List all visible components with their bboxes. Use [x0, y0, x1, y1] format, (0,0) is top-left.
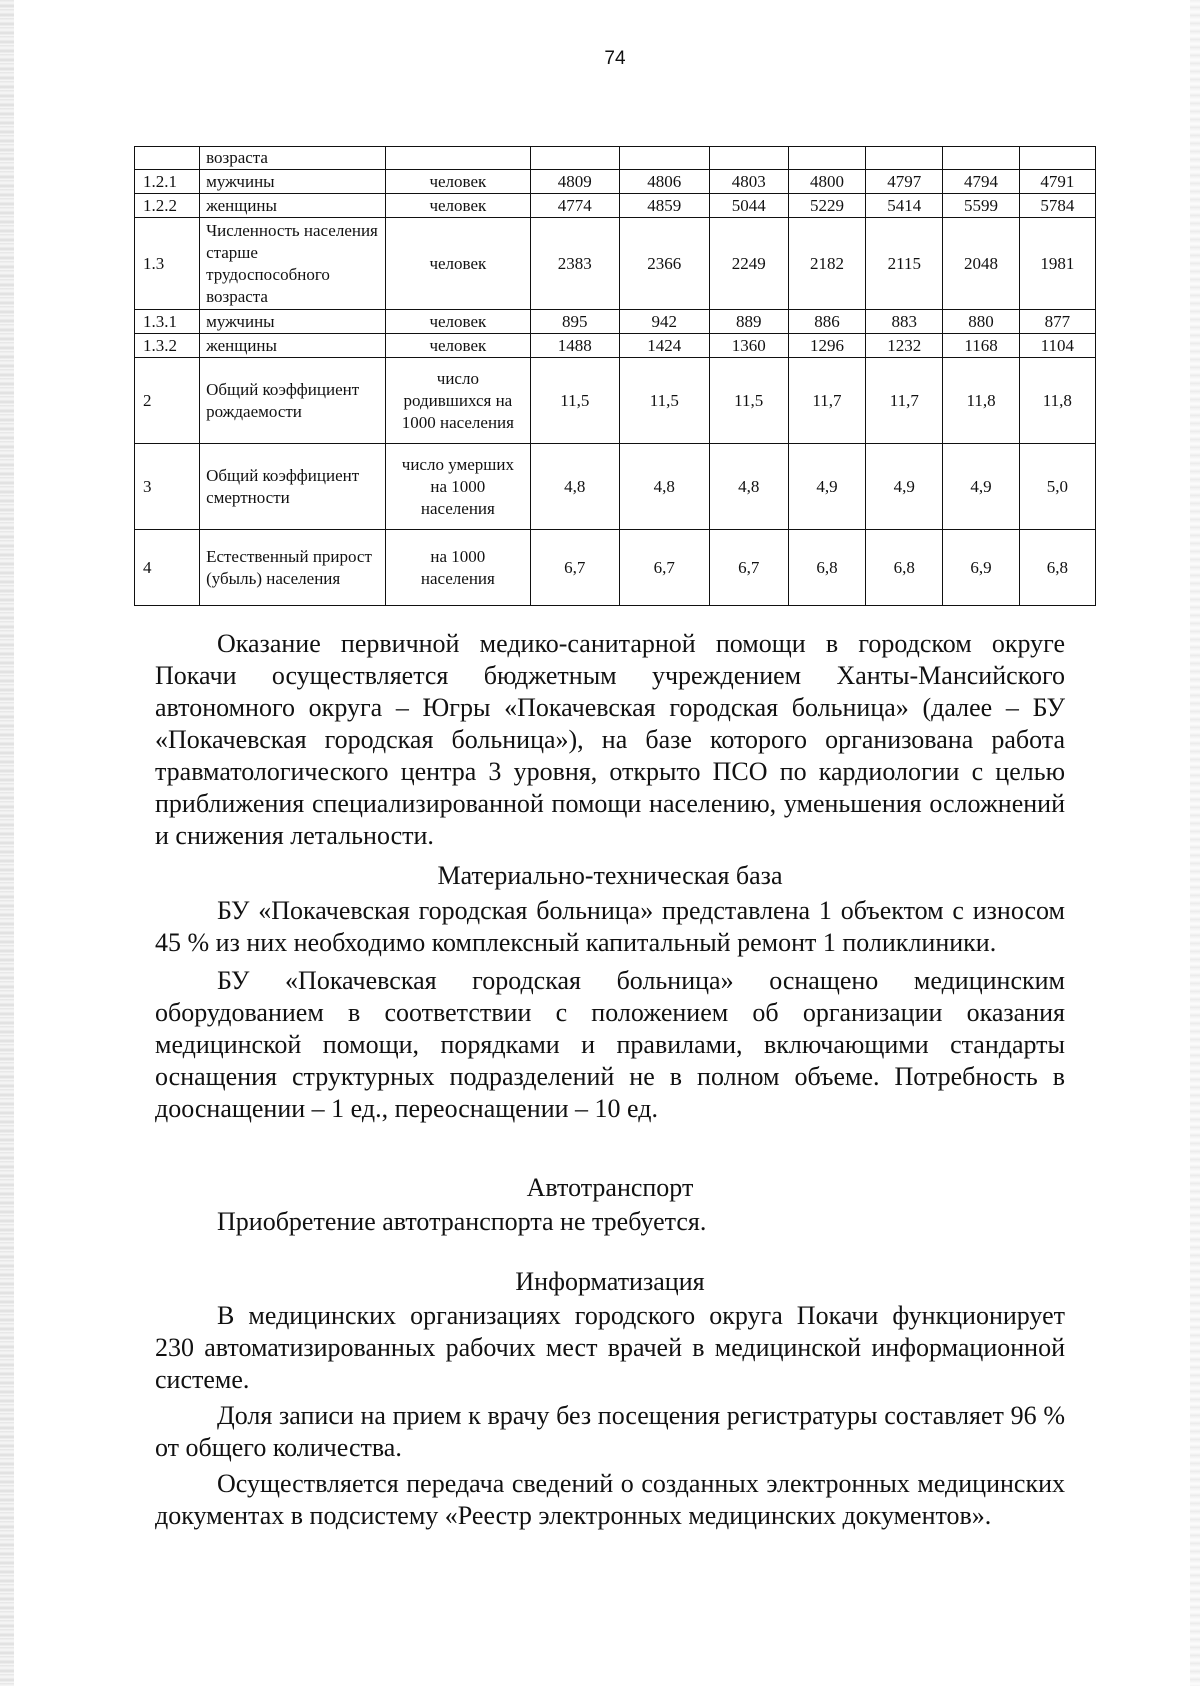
row-unit: человек [386, 310, 530, 334]
row-value: 6,8 [788, 530, 865, 606]
row-value [788, 147, 865, 170]
row-value: 11,5 [709, 358, 788, 444]
row-value: 4774 [530, 194, 619, 218]
row-code: 1.2.1 [135, 170, 200, 194]
table-row [135, 218, 1096, 310]
row-code: 3 [135, 444, 200, 530]
row-code: 1.3.1 [135, 310, 200, 334]
row-value: 6,7 [530, 530, 619, 606]
row-value: 4800 [788, 170, 865, 194]
page-number: 74 [604, 48, 626, 69]
row-value: 1360 [709, 334, 788, 358]
row-value: 4806 [620, 170, 709, 194]
row-value: 4,8 [620, 444, 709, 530]
row-value [709, 147, 788, 170]
row-value: 6,7 [709, 530, 788, 606]
row-value [530, 147, 619, 170]
section-base-text [155, 895, 1065, 1125]
row-value: 1981 [1019, 218, 1095, 310]
table-row [135, 310, 1096, 334]
table-row [135, 147, 1096, 170]
table-row [135, 444, 1096, 530]
row-value: 1488 [530, 334, 619, 358]
it-paragraph-3: Осуществляется передача сведений о созданных электронных медицинских документах в подсистему «Реестр электронных медицинских документов». [155, 1469, 1065, 1530]
row-value: 1104 [1019, 334, 1095, 358]
row-value: 877 [1019, 310, 1095, 334]
row-value: 4794 [943, 170, 1019, 194]
row-value: 4859 [620, 194, 709, 218]
table-row [135, 334, 1096, 358]
row-value: 4,9 [788, 444, 865, 530]
row-value: 1424 [620, 334, 709, 358]
row-value: 2115 [866, 218, 943, 310]
row-value: 886 [788, 310, 865, 334]
row-value: 5599 [943, 194, 1019, 218]
row-value: 6,8 [1019, 530, 1095, 606]
row-value: 11,7 [866, 358, 943, 444]
row-value: 5414 [866, 194, 943, 218]
row-value: 2383 [530, 218, 619, 310]
row-value: 880 [943, 310, 1019, 334]
row-value: 4,9 [866, 444, 943, 530]
it-paragraph-1: В медицинских организациях городского округа Покачи функционирует 230 автоматизированных рабочих мест врачей в медицинской информационной системе. [155, 1301, 1065, 1394]
row-value [620, 147, 709, 170]
row-indicator-name: Численность населения старше трудоспособного возраста [200, 218, 386, 310]
row-unit: человек [386, 170, 530, 194]
intro-text [155, 628, 1065, 852]
row-value: 4,8 [709, 444, 788, 530]
row-value [866, 147, 943, 170]
row-code: 2 [135, 358, 200, 444]
row-value: 4809 [530, 170, 619, 194]
row-indicator-name: мужчины [200, 170, 386, 194]
row-code: 1.3 [135, 218, 200, 310]
row-value: 11,8 [943, 358, 1019, 444]
row-value: 4,9 [943, 444, 1019, 530]
row-unit: на 1000 населения [386, 530, 530, 606]
row-unit: человек [386, 218, 530, 310]
row-unit: человек [386, 194, 530, 218]
row-value: 11,7 [788, 358, 865, 444]
row-value: 11,5 [530, 358, 619, 444]
section-title-transport: Автотранспорт [526, 1173, 694, 1202]
row-value: 11,5 [620, 358, 709, 444]
row-value: 6,8 [866, 530, 943, 606]
row-value: 5,0 [1019, 444, 1095, 530]
row-value: 895 [530, 310, 619, 334]
row-indicator-name: Общий коэффициент рождаемости [200, 358, 386, 444]
row-code [135, 147, 200, 170]
row-value: 4791 [1019, 170, 1095, 194]
row-value: 4797 [866, 170, 943, 194]
row-unit: число умерших на 1000 населения [386, 444, 530, 530]
row-value: 5229 [788, 194, 865, 218]
row-indicator-name: женщины [200, 334, 386, 358]
row-value: 889 [709, 310, 788, 334]
row-value: 11,8 [1019, 358, 1095, 444]
row-value: 4,8 [530, 444, 619, 530]
row-indicator-name: Естественный прирост (убыль) населения [200, 530, 386, 606]
row-value: 5044 [709, 194, 788, 218]
row-value: 1168 [943, 334, 1019, 358]
table-row [135, 530, 1096, 606]
row-value: 4803 [709, 170, 788, 194]
row-value [943, 147, 1019, 170]
row-value: 6,9 [943, 530, 1019, 606]
row-value: 883 [866, 310, 943, 334]
row-value: 2366 [620, 218, 709, 310]
row-indicator-name: Общий коэффициент смертности [200, 444, 386, 530]
row-value: 2048 [943, 218, 1019, 310]
table-row [135, 358, 1096, 444]
section-transport-text [155, 1206, 1065, 1238]
base-paragraph-1: БУ «Покачевская городская больница» представлена 1 объектом с износом 45 % из них необходимо комплексный капитальный ремонт 1 поликлиники. [155, 896, 1065, 957]
row-value: 1232 [866, 334, 943, 358]
row-indicator-name: мужчины [200, 310, 386, 334]
transport-paragraph: Приобретение автотранспорта не требуется. [217, 1207, 707, 1236]
row-value: 2249 [709, 218, 788, 310]
row-unit: число родившихся на 1000 населения [386, 358, 530, 444]
statistics-table [134, 146, 1096, 606]
scan-edge-left [0, 0, 14, 1686]
row-unit: человек [386, 334, 530, 358]
it-paragraph-2: Доля записи на прием к врачу без посещения регистратуры составляет 96 % от общего количества. [155, 1401, 1065, 1462]
row-value: 2182 [788, 218, 865, 310]
table-row [135, 170, 1096, 194]
row-value [1019, 147, 1095, 170]
section-title-it: Информатизация [515, 1267, 705, 1296]
row-value: 942 [620, 310, 709, 334]
section-it-text [155, 1300, 1065, 1532]
table-row [135, 194, 1096, 218]
row-indicator-name: возраста [200, 147, 386, 170]
base-paragraph-2: БУ «Покачевская городская больница» оснащено медицинским оборудованием в соответствии с положением об организации оказания медицинской помощи, порядками и правилами, включающими стандарты оснащения структурных подразделений не в полном объеме. Потребность в дооснащении – 1 ед., переоснащении – 10 ед. [155, 966, 1065, 1123]
section-title-base: Материально-техническая база [437, 861, 783, 890]
scan-edge-right [1190, 0, 1200, 1686]
row-indicator-name: женщины [200, 194, 386, 218]
row-value: 5784 [1019, 194, 1095, 218]
row-code: 1.2.2 [135, 194, 200, 218]
row-value: 6,7 [620, 530, 709, 606]
row-code: 4 [135, 530, 200, 606]
row-code: 1.3.2 [135, 334, 200, 358]
row-unit [386, 147, 530, 170]
row-value: 1296 [788, 334, 865, 358]
intro-paragraph: Оказание первичной медико-санитарной помощи в городском округе Покачи осуществляется бюджетным учреждением Ханты-Мансийского автономного округа – Югры «Покачевская городская больница» (далее – БУ «Покачевская городская больница»), на базе которого организована работа травматологического центра 3 уровня, открыто ПСО по кардиологии с целью приближения специализированной помощи населению, уменьшения осложнений и снижения летальности. [155, 629, 1065, 850]
